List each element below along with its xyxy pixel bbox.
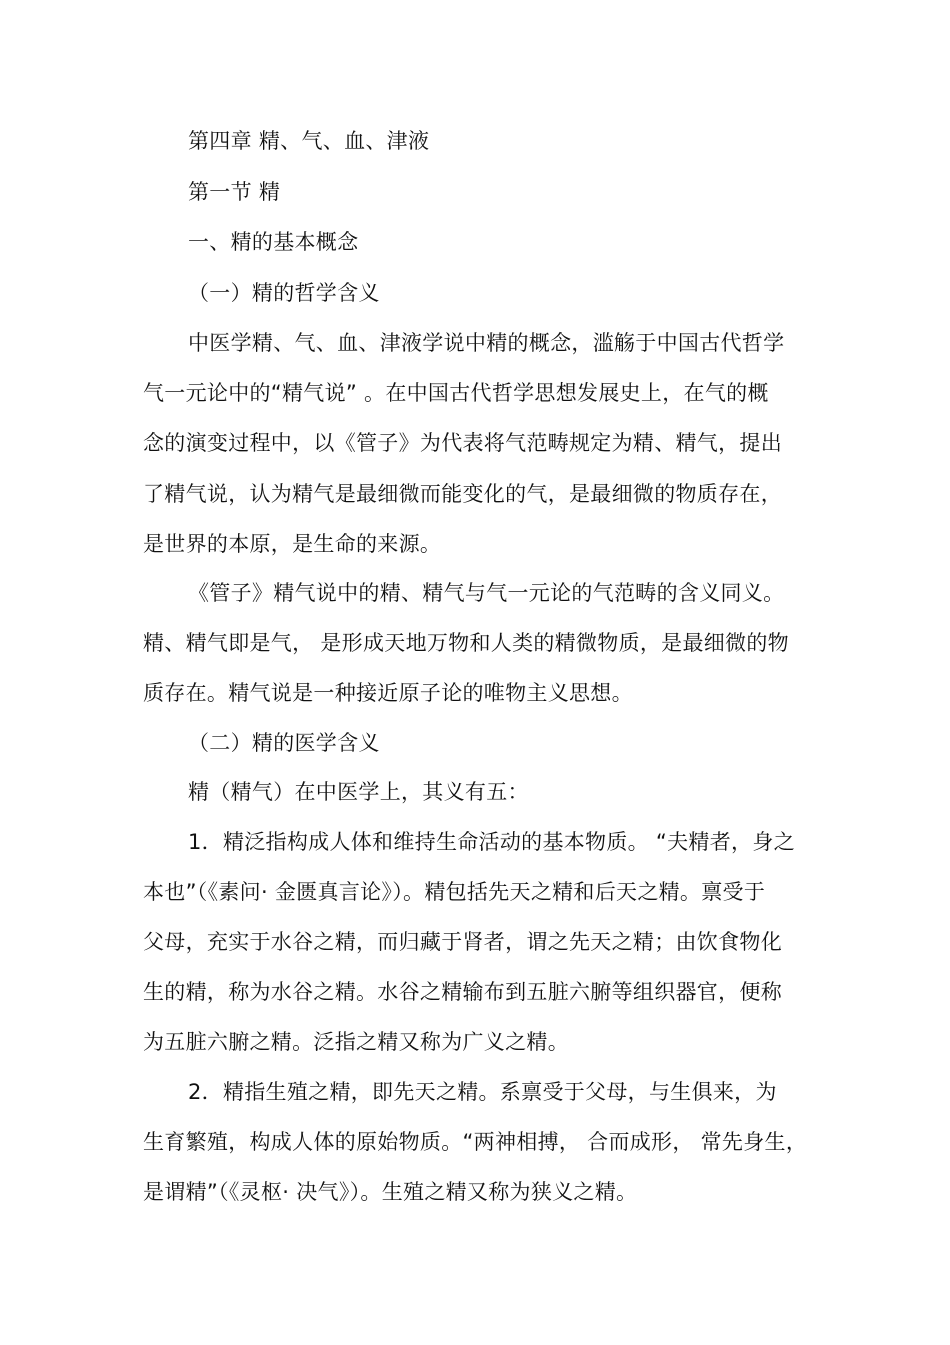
intro-line: 精（精气）在中医学上，其义有五： xyxy=(188,780,529,804)
list-item-line: 生育繁殖，构成人体的原始物质。“两神相搏， 合而成形， 常先身生， xyxy=(143,1130,808,1154)
paragraph-line: 中医学精、气、血、津液学说中精的概念，滥觞于中国古代哲学 xyxy=(188,331,785,355)
chapter-title: 第四章 精、气、血、津液 xyxy=(188,129,430,153)
paragraph-line: 是世界的本原，是生命的来源。 xyxy=(143,532,442,556)
subheading-philosophical-meaning: （一）精的哲学含义 xyxy=(188,281,380,305)
paragraph-line: 《管子》精气说中的精、精气与气一元论的气范畴的含义同义。 xyxy=(188,581,785,605)
paragraph-line: 质存在。精气说是一种接近原子论的唯物主义思想。 xyxy=(143,681,633,705)
section-title: 第一节 精 xyxy=(188,180,281,204)
list-item-line: 2．精指生殖之精，即先天之精。系禀受于父母，与生俱来，为 xyxy=(188,1080,777,1104)
paragraph-line: 气一元论中的“精气说” 。在中国古代哲学思想发展史上，在气的概 xyxy=(143,381,769,405)
subheading-medical-meaning: （二）精的医学含义 xyxy=(188,731,380,755)
list-item-line: 父母，充实于水谷之精，而归藏于肾者，谓之先天之精；由饮食物化 xyxy=(143,930,782,954)
paragraph-line: 了精气说，认为精气是最细微而能变化的气，是最细微的物质存在， xyxy=(143,482,782,506)
list-item-line: 1．精泛指构成人体和维持生命活动的基本物质。 “夫精者，身之 xyxy=(188,830,795,854)
paragraph-line: 念的演变过程中，以《管子》为代表将气范畴规定为精、精气，提出 xyxy=(143,431,782,455)
list-item-line: 本也”（《素问· 金匮真言论》）。精包括先天之精和后天之精。禀受于 xyxy=(143,880,766,904)
list-item-line: 生的精，称为水谷之精。水谷之精输布到五脏六腑等组织器官，便称 xyxy=(143,980,782,1004)
heading-basic-concept: 一、精的基本概念 xyxy=(188,230,359,254)
list-item-line: 为五脏六腑之精。泛指之精又称为广义之精。 xyxy=(143,1030,569,1054)
paragraph-line: 精、精气即是气， 是形成天地万物和人类的精微物质，是最细微的物 xyxy=(143,631,789,655)
list-item-line: 是谓精”（《灵枢· 决气》）。生殖之精又称为狭义之精。 xyxy=(143,1180,638,1204)
